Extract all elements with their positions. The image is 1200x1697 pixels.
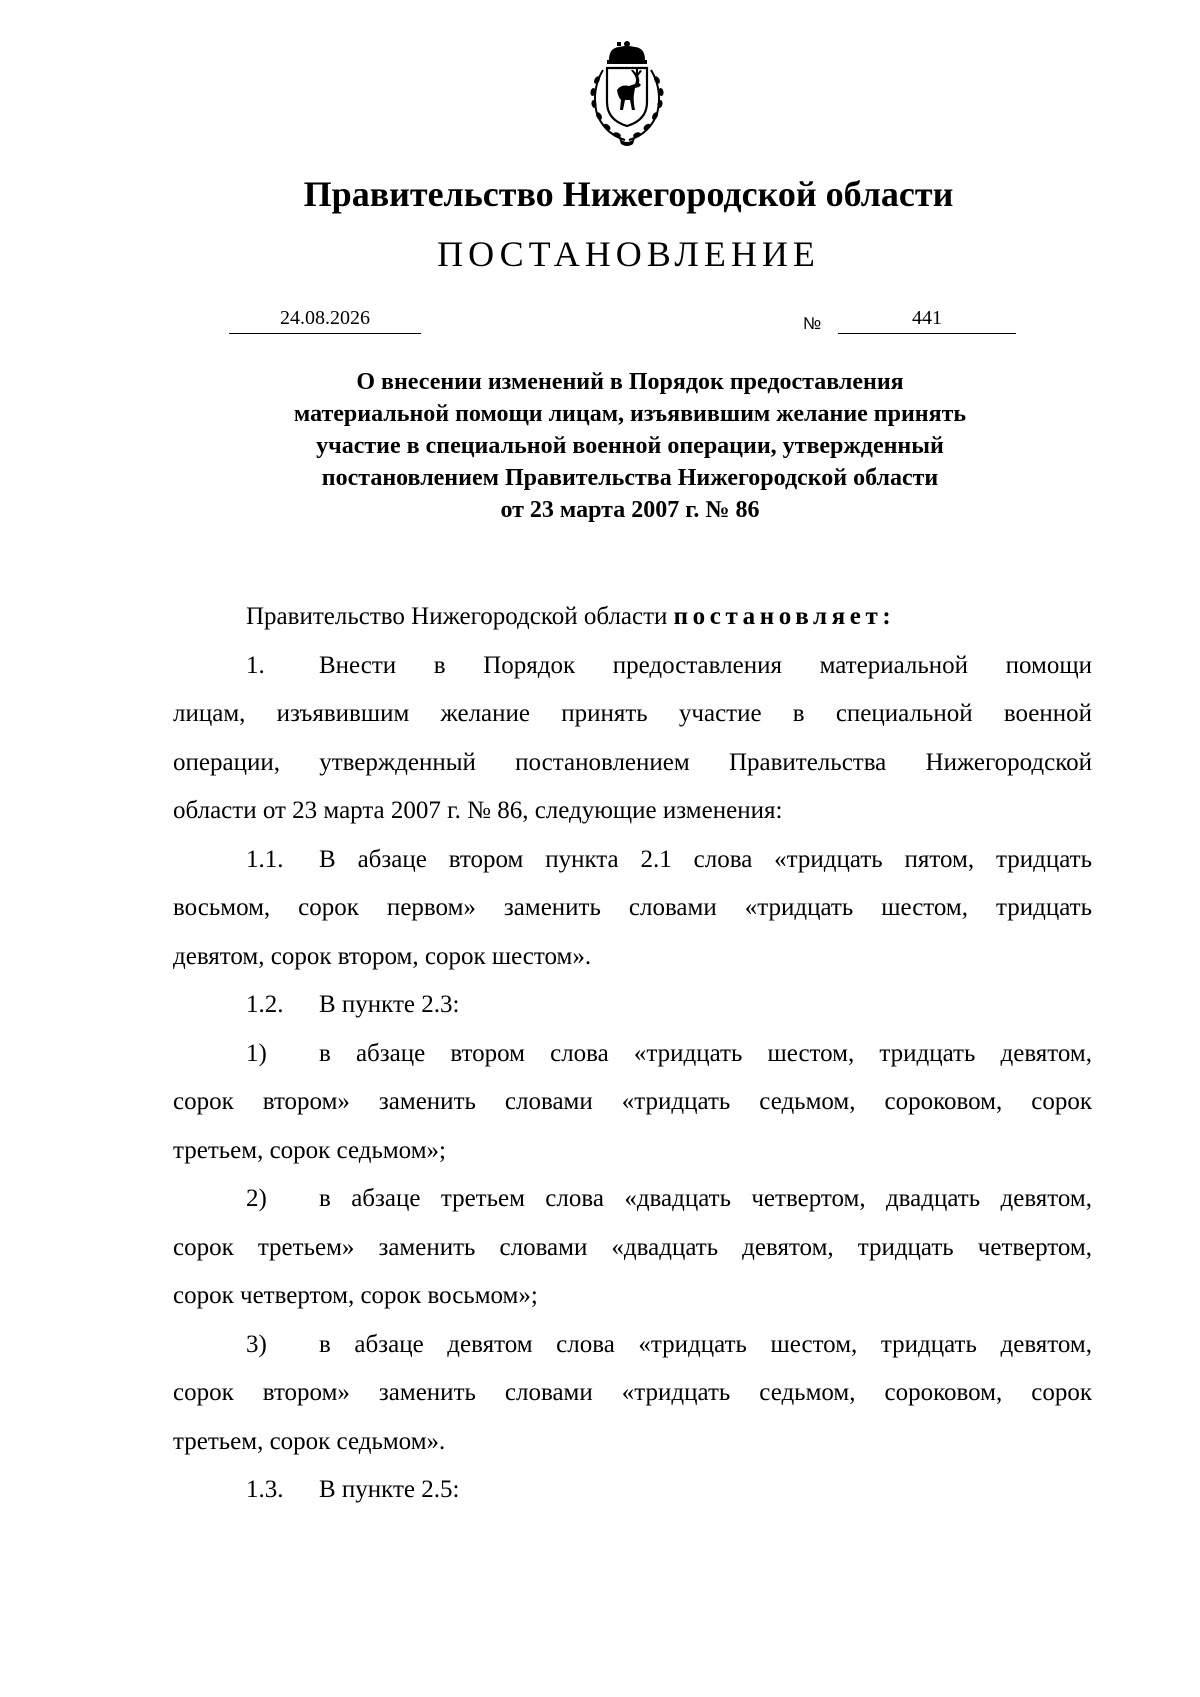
subject-line: участие в специальной военной операции, утвержденный: [316, 433, 944, 459]
organization-title: Правительство Нижегородской области: [303, 174, 954, 214]
paragraph-1-first-line: [173, 642, 1092, 691]
subitem-number: 2): [246, 1185, 267, 1212]
paragraph-1-1-first-line: [173, 836, 1092, 885]
paragraph-line: девятом, сорок втором, сорок шестом».: [173, 942, 592, 970]
subitem-2-first-line: [173, 1175, 1092, 1224]
document-number: 441: [838, 305, 1016, 334]
coat-of-arms-emblem: [573, 40, 681, 148]
subitem-line: третьем, сорок седьмом»;: [173, 1136, 446, 1164]
subitem-line: сорок втором» заменить словами «тридцать седьмом, сороковом, сорок: [173, 1088, 1092, 1115]
subitem-text: в абзаце третьем слова «двадцать четвертом, двадцать девятом,: [319, 1185, 1092, 1212]
subject-line: от 23 марта 2007 г. № 86: [500, 497, 760, 523]
subitem-text: в абзаце девятом слова «тридцать шестом, тридцать девятом,: [319, 1330, 1092, 1358]
paragraph-number: 1.: [246, 651, 265, 679]
paragraph-line: восьмом, сорок первом» заменить словами «тридцать шестом, тридцать: [173, 894, 1092, 921]
paragraph-number: 1.3.: [246, 1476, 284, 1503]
subitem-line: сорок третьем» заменить словами «двадцать девятом, тридцать четвертом,: [173, 1233, 1092, 1261]
preamble-text: Правительство Нижегородской области: [246, 603, 668, 630]
subitem-1-first-line: [173, 1030, 1092, 1079]
subject-line: О внесении изменений в Порядок предоставления: [356, 369, 904, 395]
subject-line: материальной помощи лицам, изъявившим желание принять: [293, 401, 967, 427]
paragraph-line: операции, утвержденный постановлением Правительства Нижегородской: [173, 748, 1092, 776]
subitem-text: в абзаце втором слова «тридцать шестом, тридцать девятом,: [319, 1039, 1092, 1067]
coat-of-arms-icon: [573, 40, 681, 148]
subitem-line: сорок втором» заменить словами «тридцать седьмом, сороковом, сорок: [173, 1379, 1092, 1406]
subitem-line: сорок четвертом, сорок восьмом»;: [173, 1282, 538, 1309]
document-body: [173, 593, 1092, 1515]
paragraph-1-3: [173, 1466, 1092, 1515]
subitem-3-first-line: [173, 1321, 1092, 1370]
paragraph-line: лицам, изъявившим желание принять участие в специальной военной: [173, 700, 1092, 727]
subitem-number: 1): [246, 1039, 267, 1067]
paragraph-1-2: [173, 981, 1092, 1030]
subject-line: постановлением Правительства Нижегородской области: [321, 465, 939, 491]
preamble-action: постановляет:: [673, 603, 896, 630]
document-type: ПОСТАНОВЛЕНИЕ: [437, 234, 820, 274]
paragraph-text: В абзаце втором пункта 2.1 слова «тридцать пятом, тридцать: [319, 845, 1092, 873]
paragraph-text: Внести в Порядок предоставления материальной помощи: [319, 651, 1092, 679]
subitem-line: третьем, сорок седьмом».: [173, 1427, 446, 1455]
paragraph-text: В пункте 2.3:: [319, 991, 460, 1018]
subitem-number: 3): [246, 1330, 267, 1358]
number-label: №: [803, 314, 822, 333]
paragraph-text: В пункте 2.5:: [319, 1476, 460, 1503]
preamble: [173, 593, 1092, 642]
paragraph-number: 1.1.: [246, 845, 284, 873]
document-date: 24.08.2026: [229, 305, 421, 334]
paragraph-line: области от 23 марта 2007 г. № 86, следующие изменения:: [173, 797, 783, 824]
paragraph-number: 1.2.: [246, 991, 284, 1018]
document-subject: [180, 366, 1080, 526]
